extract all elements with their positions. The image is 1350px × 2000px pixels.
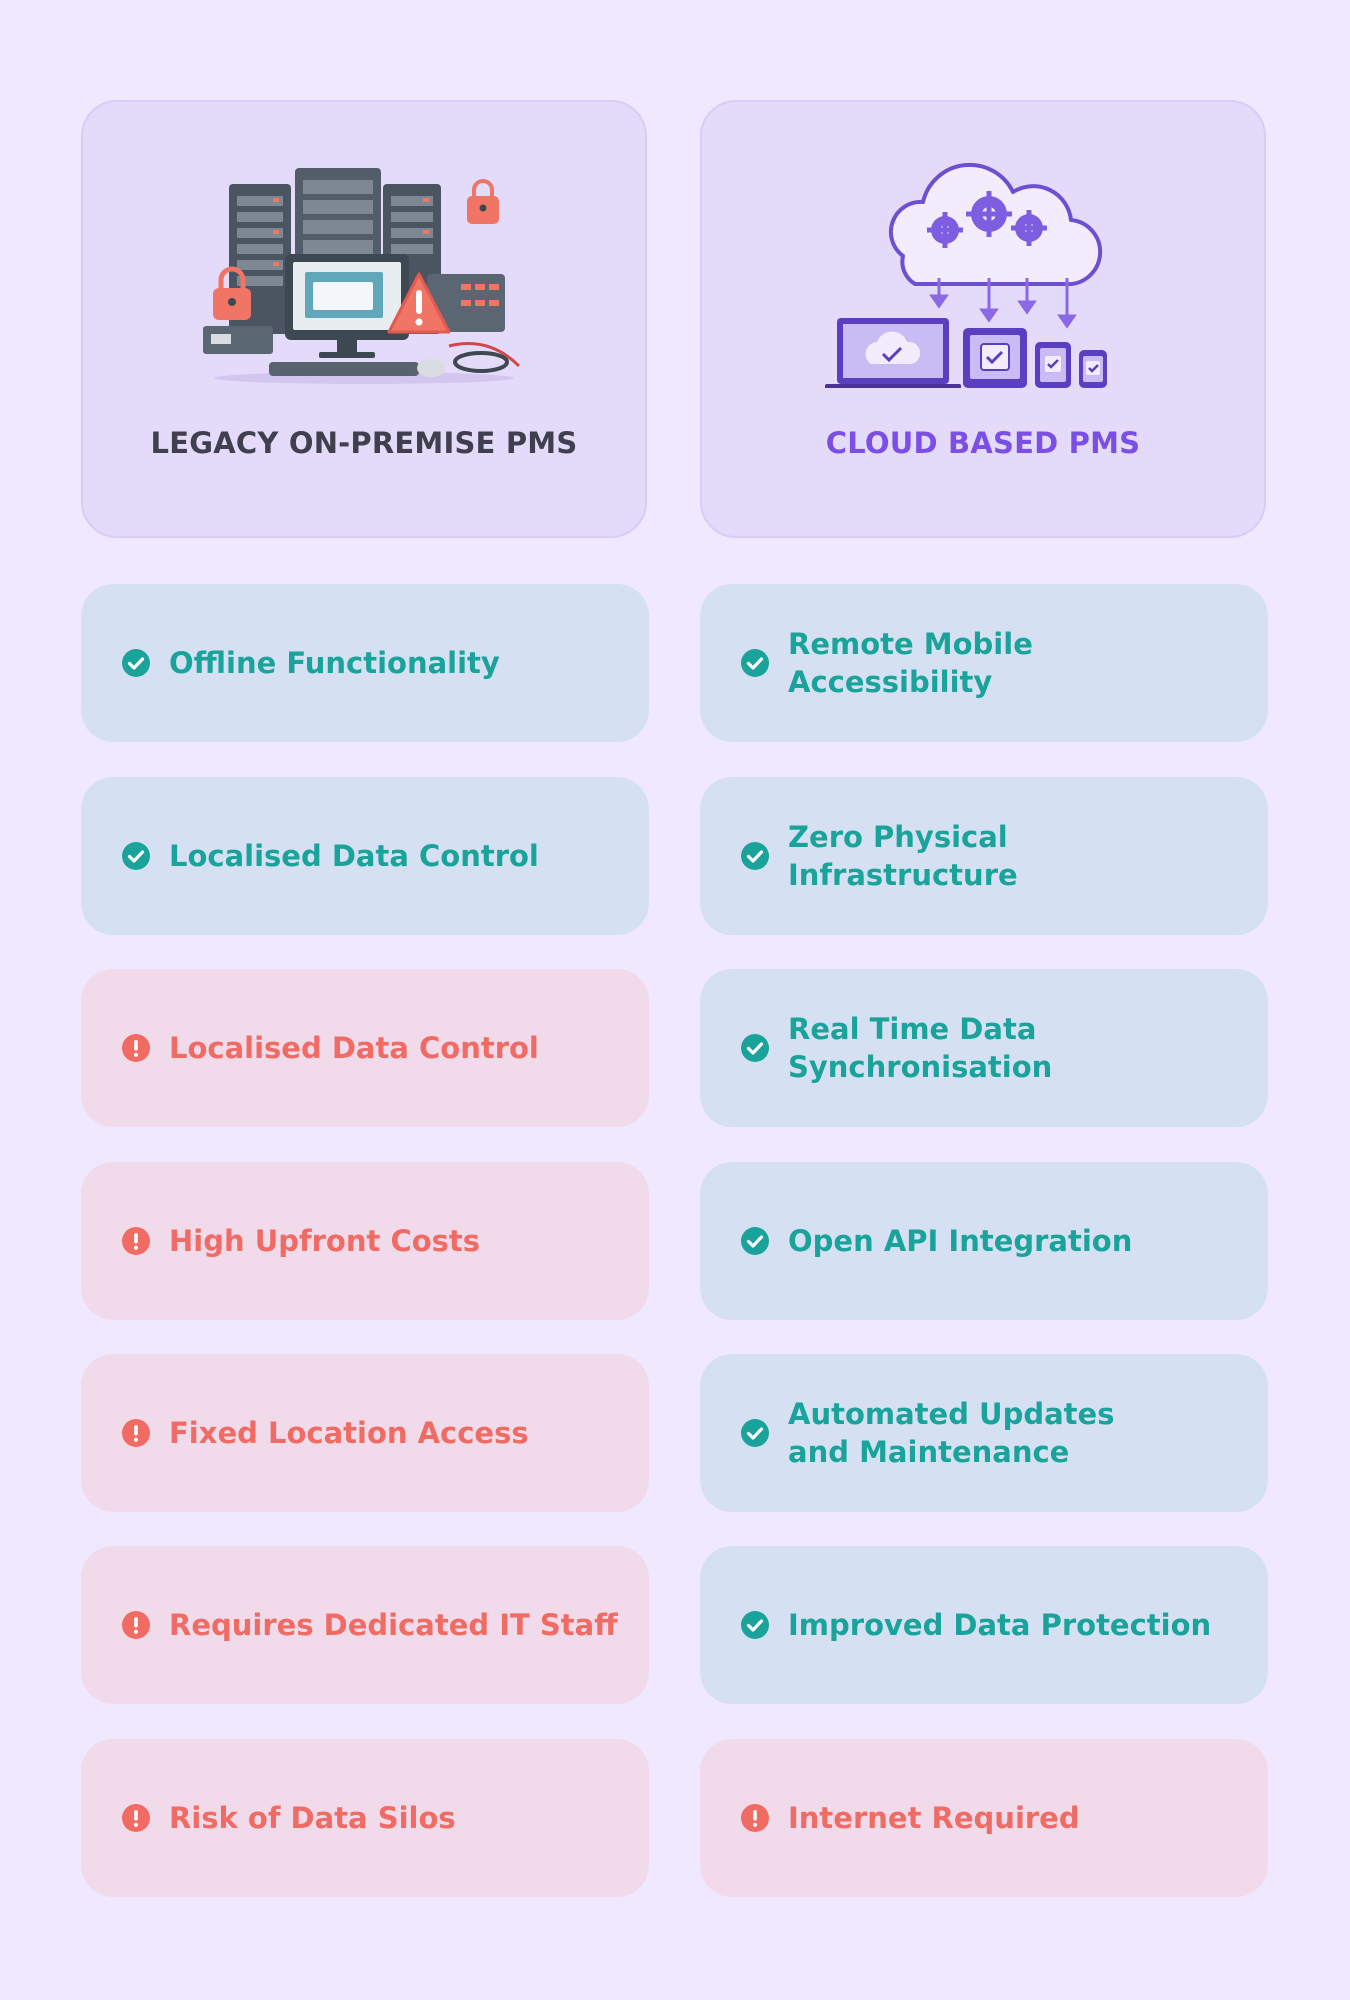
check-circle-icon xyxy=(740,1610,770,1640)
alert-circle-icon xyxy=(121,1226,151,1256)
check-circle-icon xyxy=(740,648,770,678)
cloud-item-label: Real Time Data xyxy=(788,1012,1037,1046)
cloud-item-label-line2: Synchronisation xyxy=(788,1050,1053,1084)
cloud-item-label: Automated Updates xyxy=(788,1397,1115,1431)
legacy-item-risk-of-data-silos xyxy=(81,1739,649,1897)
alert-circle-icon xyxy=(121,1033,151,1063)
legacy-item-localised-data-control-con xyxy=(81,969,649,1127)
alert-circle-icon xyxy=(740,1803,770,1833)
legacy-item-offline-functionality xyxy=(81,584,649,742)
cloud-item-automated-updates-and-maintenance xyxy=(700,1354,1268,1512)
legacy-item-label: Localised Data Control xyxy=(169,839,539,873)
check-circle-icon xyxy=(121,648,151,678)
check-circle-icon xyxy=(740,1418,770,1448)
legacy-item-localised-data-control xyxy=(81,777,649,935)
cloud-item-zero-physical-infrastructure xyxy=(700,777,1268,935)
cloud-item-label: Zero Physical Infrastructure xyxy=(788,820,1018,892)
alert-circle-icon xyxy=(121,1418,151,1448)
legacy-item-high-upfront-costs xyxy=(81,1162,649,1320)
legacy-item-requires-dedicated-it-staff xyxy=(81,1546,649,1704)
check-circle-icon xyxy=(740,1033,770,1063)
cloud-item-label: Remote Mobile Accessibility xyxy=(788,627,1033,699)
alert-circle-icon xyxy=(121,1610,151,1640)
legacy-item-label: Localised Data Control xyxy=(169,1031,539,1065)
check-circle-icon xyxy=(740,1226,770,1256)
cloud-item-open-api-integration xyxy=(700,1162,1268,1320)
alert-circle-icon xyxy=(121,1803,151,1833)
cloud-column-title: CLOUD BASED PMS xyxy=(825,426,1141,460)
legacy-item-label: Risk of Data Silos xyxy=(169,1801,456,1835)
cloud-item-label-group xyxy=(788,1010,1052,1086)
check-circle-icon xyxy=(121,841,151,871)
legacy-item-label: Fixed Location Access xyxy=(169,1416,529,1450)
cloud-item-real-time-data-synchronisation xyxy=(700,969,1268,1127)
check-circle-icon xyxy=(740,841,770,871)
cloud-item-label: Internet Required xyxy=(788,1801,1080,1835)
cloud-item-label-line2: and Maintenance xyxy=(788,1435,1070,1469)
legacy-item-label: High Upfront Costs xyxy=(169,1224,481,1258)
server-rack-with-warning-illustration xyxy=(199,166,529,386)
cloud-item-label-group xyxy=(788,1395,1114,1471)
legacy-item-fixed-location-access xyxy=(81,1354,649,1512)
cloud-header-card xyxy=(700,100,1266,538)
cloud-item-label: Open API Integration xyxy=(788,1224,1133,1258)
legacy-item-label: Requires Dedicated IT Staff xyxy=(169,1608,618,1642)
legacy-column-title: LEGACY ON-PREMISE PMS xyxy=(150,426,578,460)
cloud-item-improved-data-protection xyxy=(700,1546,1268,1704)
cloud-item-internet-required xyxy=(700,1739,1268,1897)
cloud-item-remote-mobile-accessibility xyxy=(700,584,1268,742)
legacy-item-label: Offline Functionality xyxy=(169,646,500,680)
legacy-header-card xyxy=(81,100,647,538)
cloud-item-label: Improved Data Protection xyxy=(788,1608,1212,1642)
cloud-sync-devices-illustration xyxy=(823,158,1143,388)
